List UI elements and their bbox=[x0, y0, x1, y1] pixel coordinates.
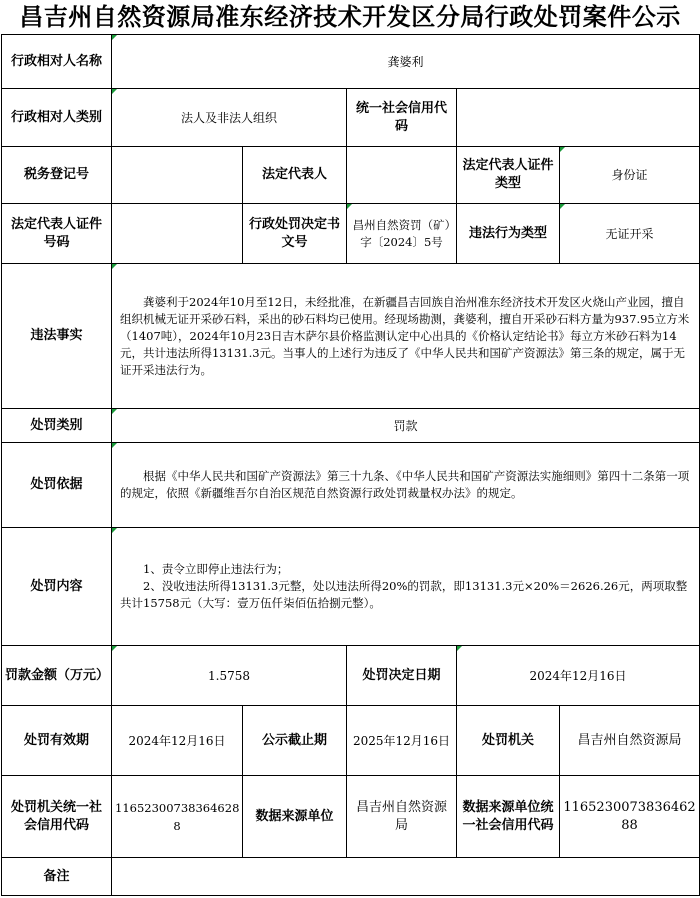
row-remarks bbox=[2, 858, 700, 896]
basis-cell bbox=[112, 443, 700, 528]
decision-date-value: 2024年12月16日 bbox=[457, 646, 700, 706]
authority-code-value: 11652300738364628​8 bbox=[112, 776, 243, 858]
publicity-end-label: 公示截止期 bbox=[243, 706, 347, 776]
row-amount bbox=[2, 646, 700, 706]
row-basis bbox=[2, 443, 700, 528]
rep-id-no-value bbox=[112, 204, 243, 264]
rep-id-no-label: 法定代表人证件号码 bbox=[2, 204, 112, 264]
valid-period-label: 处罚有效期 bbox=[2, 706, 112, 776]
party-type-value: 法人及非法人组织 bbox=[112, 89, 347, 147]
row-content bbox=[2, 528, 700, 646]
content-line-1: 1、责令立即停止违法行为； bbox=[143, 562, 289, 576]
decision-date-label: 处罚决定日期 bbox=[347, 646, 457, 706]
remarks-value bbox=[112, 858, 700, 896]
page-title: 昌吉州自然资源局准东经济技术开发区分局行政处罚案件公示 bbox=[19, 3, 681, 31]
facts-cell bbox=[112, 264, 700, 409]
source-unit-label: 数据来源单位 bbox=[243, 776, 347, 858]
row-facts bbox=[2, 264, 700, 409]
legal-rep-value bbox=[347, 147, 457, 204]
party-name-value: 龚婆利 bbox=[112, 35, 700, 89]
content-label: 处罚内容 bbox=[2, 528, 112, 646]
decision-doc-label: 行政处罚决定书文号 bbox=[243, 204, 347, 264]
row-validity bbox=[2, 706, 700, 776]
rep-id-type-label: 法定代表人证件类型 bbox=[457, 147, 560, 204]
tax-reg-value bbox=[112, 147, 243, 204]
source-code-label: 数据来源单位统一社会信用代码 bbox=[457, 776, 560, 858]
amount-label: 罚款金额（万元） bbox=[2, 646, 112, 706]
source-unit-value: 昌吉州自然资源局 bbox=[347, 776, 457, 858]
penalty-category-value: 罚款 bbox=[112, 409, 700, 443]
remarks-label: 备注 bbox=[2, 858, 112, 896]
row-rep-id bbox=[2, 204, 700, 264]
row-party-type bbox=[2, 89, 700, 147]
violation-type-value: 无证开采 bbox=[560, 204, 700, 264]
basis-label: 处罚依据 bbox=[2, 443, 112, 528]
content-line-2: 2、没收违法所得13131.3元整，处以违法所得20%的罚款，即13131.3元×20%＝2626.26元，两项取整共计15758元（大写：壹万伍仟柒佰伍拾捌元整）。 bbox=[120, 579, 688, 610]
publicity-end-value: 2025年12月16日 bbox=[347, 706, 457, 776]
credit-code-value bbox=[457, 89, 700, 147]
facts-label: 违法事实 bbox=[2, 264, 112, 409]
party-name-label: 行政相对人名称 bbox=[2, 35, 112, 89]
source-code-value: 11652300738364628​8 bbox=[560, 776, 700, 858]
credit-code-label: 统一社会信用代码 bbox=[347, 89, 457, 147]
row-party-name bbox=[2, 35, 700, 89]
row-tax bbox=[2, 147, 700, 204]
penalty-table bbox=[1, 34, 700, 896]
valid-period-value: 2024年12月16日 bbox=[112, 706, 243, 776]
penalty-category-label: 处罚类别 bbox=[2, 409, 112, 443]
decision-doc-value: 昌州自然资罚（矿）字〔2024〕5号 bbox=[347, 204, 457, 264]
content-cell bbox=[112, 528, 700, 646]
basis-text: 根据《中华人民共和国矿产资源法》第三十九条、《中华人民共和国矿产资源法实施细则》第四十二条第一项的规定，依照《新疆维吾尔自治区规范自然资源行政处罚裁量权办法》的规定。 bbox=[120, 469, 690, 500]
authority-code-label: 处罚机关统一社会信用代码 bbox=[2, 776, 112, 858]
violation-type-label: 违法行为类型 bbox=[457, 204, 560, 264]
facts-text: 龚婆利于2024年10月至12日，未经批准，在新疆昌吉回族自治州准东经济技术开发区火烧山产业园，擅自组织机械无证开采砂石料，采出的砂石料均已使用。经现场勘测，龚婆利，擅自开采砂石料方量为937.95立方米（1407吨），2024年10月23日吉木萨尔县价格监测认定中心出具的《价格认定结论书》每立方米砂石料为14元，共计违法所得13131.3元。当事人的上述行为违反了《中华人民共和国矿产资源法》第三条的规定，属于无证开采违法行为。 bbox=[120, 294, 690, 377]
legal-rep-label: 法定代表人 bbox=[243, 147, 347, 204]
row-penalty-category bbox=[2, 409, 700, 443]
rep-id-type-value: 身份证 bbox=[560, 147, 700, 204]
authority-value: 昌吉州自然资源局 bbox=[560, 706, 700, 776]
tax-reg-label: 税务登记号 bbox=[2, 147, 112, 204]
amount-value: 1.5758 bbox=[112, 646, 347, 706]
authority-label: 处罚机关 bbox=[457, 706, 560, 776]
row-codes bbox=[2, 776, 700, 858]
party-type-label: 行政相对人类别 bbox=[2, 89, 112, 147]
